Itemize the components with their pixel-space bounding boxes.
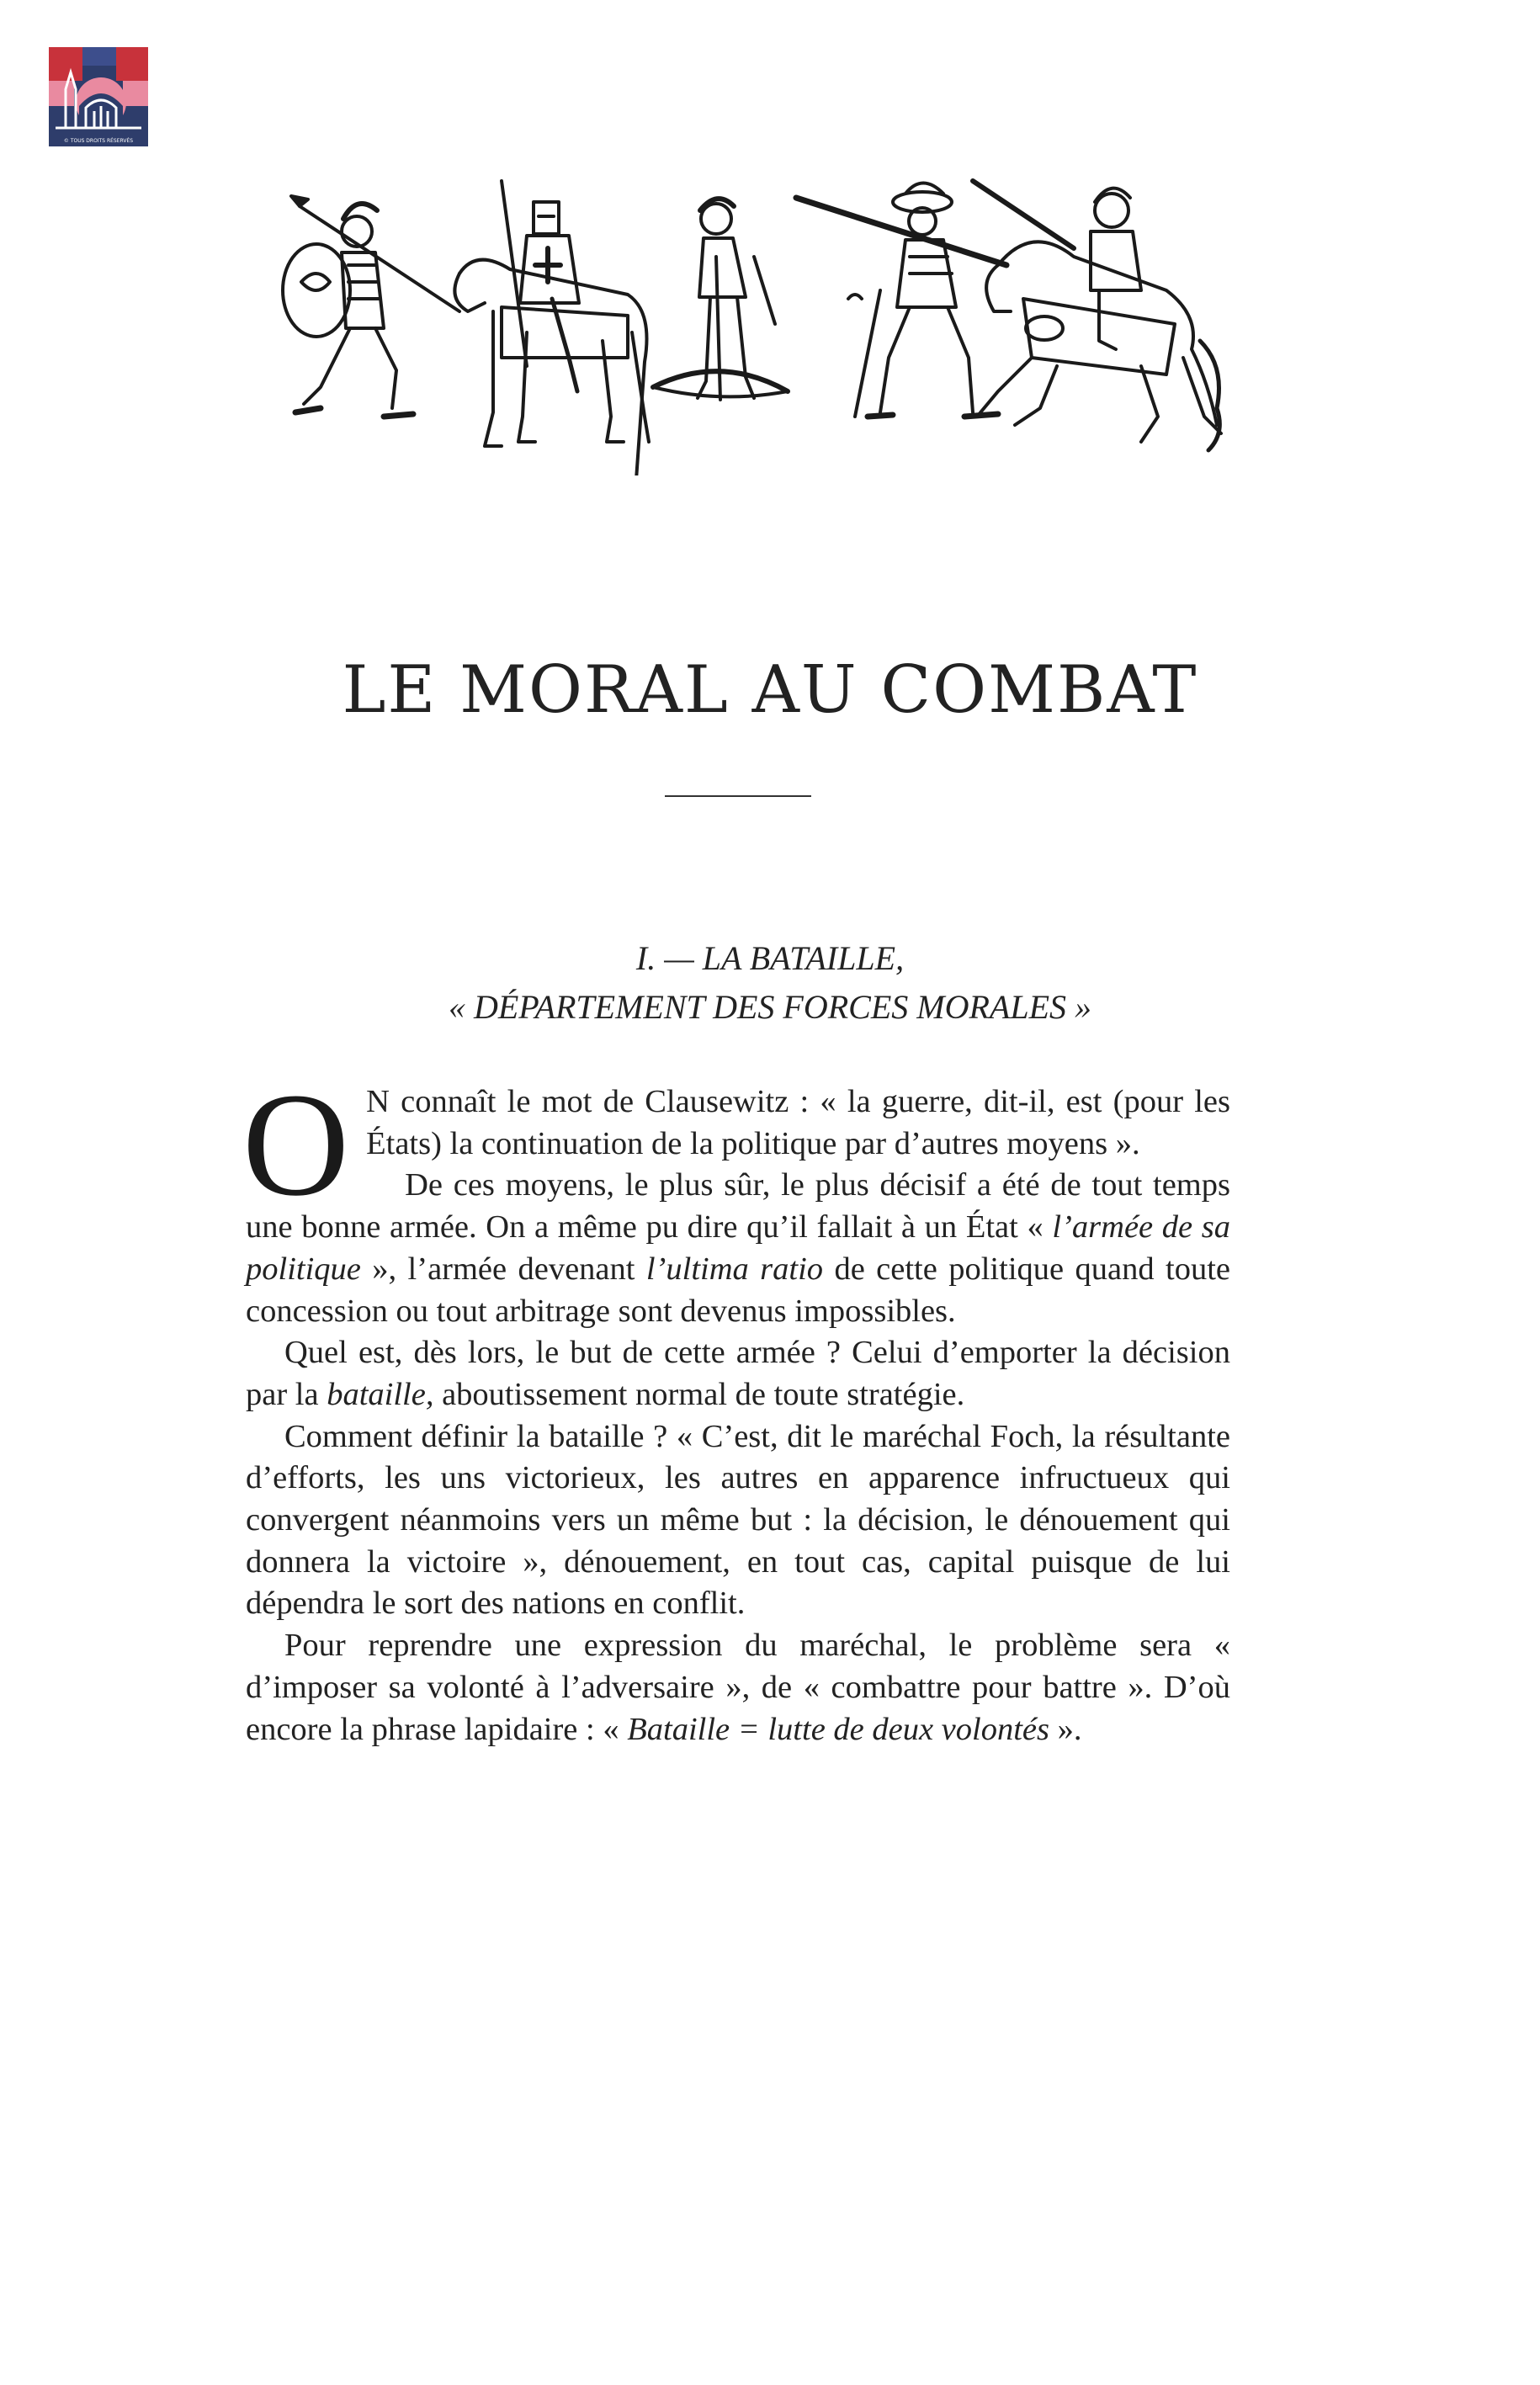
emphasis: l’ultima ratio	[645, 1251, 824, 1287]
hoplite-figure	[283, 196, 459, 417]
crossbowman-figure	[653, 199, 788, 400]
emphasis: bataille,	[327, 1376, 434, 1412]
paragraph-2: De ces moyens, le plus sûr, le plus décisif a été de tout temps une bonne armée. On a même pu dire qu’il fallait à un État « l’armée de sa politique », l’armée devenant l’ultima ratio de cette politique quand toute concession ou tout arbitrage sont devenus impossibles.	[246, 1167, 1230, 1329]
body-text	[242, 1063, 1230, 1750]
drop-cap: O	[242, 1063, 350, 1227]
paragraph-5: Pour reprendre une expression du maréchal, le problème sera « d’imposer sa volonté à l’adversaire », de « combattre pour battre ». D’où encore la phrase lapidaire : « Bataille = lutte de deux volontés ».	[246, 1628, 1230, 1747]
title-divider	[665, 795, 811, 797]
section-heading	[0, 934, 1540, 1032]
paragraph-3: Quel est, dès lors, le but de cette armée ? Celui d’emporter la décision par la bataille, aboutissement normal de toute stratégie.	[246, 1335, 1230, 1412]
page-title: LE MORAL AU COMBAT	[342, 652, 1198, 728]
musketeer-figure	[796, 183, 1006, 417]
emphasis: l’armée de sa politique	[246, 1209, 1230, 1287]
emphasis: Bataille = lutte de deux volontés	[627, 1711, 1049, 1747]
section-heading-line2: « DÉPARTEMENT DES FORCES MORALES »	[448, 988, 1092, 1026]
crusader-knight-figure	[454, 181, 649, 475]
logo-caption: © TOUS DROITS RÉSERVÉS	[63, 138, 134, 144]
mounted-swordsman-figure	[973, 181, 1221, 450]
warriors-illustration	[249, 173, 1242, 475]
publisher-logo	[49, 47, 148, 146]
paragraph-1: O N connaît le mot de Clausewitz : « la guerre, dit-il, est (pour les États) la continuation de la politique par d’autres moyens ».	[242, 1063, 1230, 1227]
paragraph-4: Comment définir la bataille ? « C’est, dit le maréchal Foch, la résultante d’efforts, les uns victorieux, les autres en apparence infructueux qui convergent néanmoins vers un même but : la décision, le dénouement qui donnera la victoire », dénouement, en tout cas, capital puisque de lui dépendra le sort des nations en conflit.	[246, 1418, 1230, 1622]
section-heading-line1: I. — LA BATAILLE,	[635, 939, 905, 977]
